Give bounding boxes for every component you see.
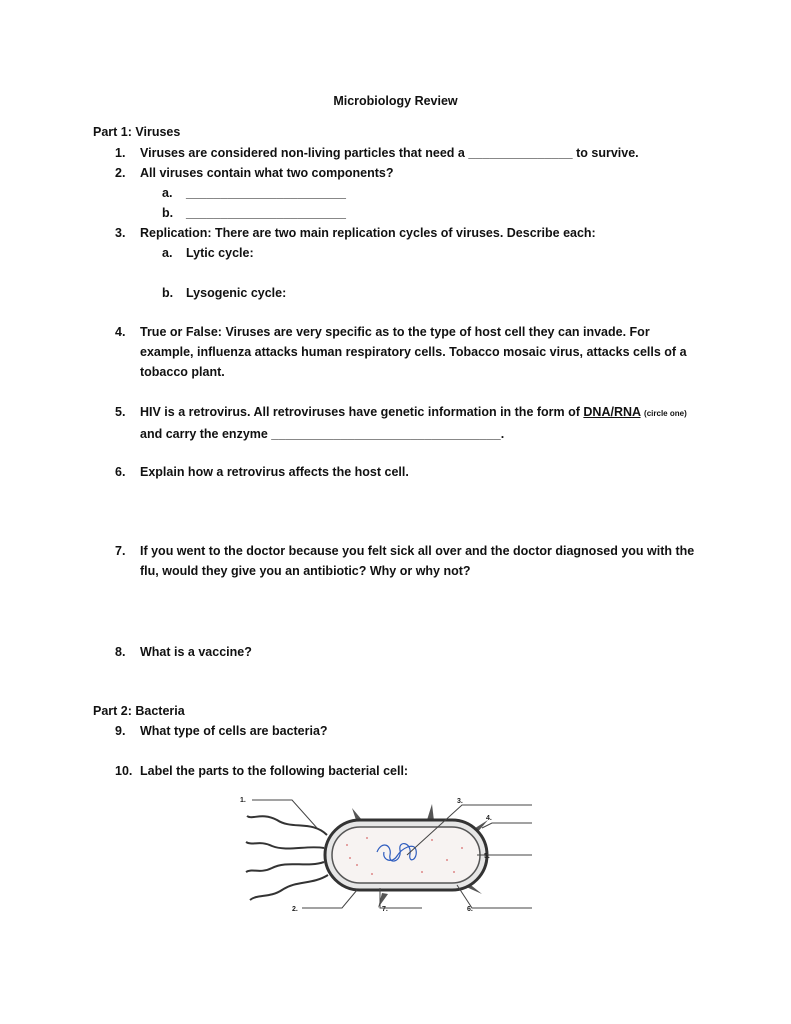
question-number: 9. xyxy=(115,724,126,738)
question-3a xyxy=(162,243,254,263)
sub-letter: b. xyxy=(162,286,174,300)
ribosome xyxy=(346,844,348,846)
ribosome xyxy=(371,873,373,875)
question-text xyxy=(140,402,715,444)
question-text: True or False: Viruses are very specific as to the type of host cell they can invade. For example, influenza attacks human respiratory cells. Tobacco mosaic virus, attacks cells of a tobacco plant. xyxy=(140,325,687,379)
ribosome xyxy=(431,839,433,841)
question-text: Replication: There are two main replication cycles of viruses. Describe each: xyxy=(140,226,596,240)
question-text: Label the parts to the following bacterial cell: xyxy=(140,764,409,778)
bacterial-cell-diagram xyxy=(232,790,532,920)
sub-letter: a. xyxy=(162,186,173,200)
diagram-label-4: 4. xyxy=(486,815,492,822)
question-number: 1. xyxy=(115,146,126,160)
question-number: 6. xyxy=(115,465,126,479)
leader-line xyxy=(302,890,357,908)
diagram-label-1: 1. xyxy=(240,797,246,804)
sub-text: Lysogenic cycle: xyxy=(186,286,287,300)
question-number: 7. xyxy=(115,544,126,558)
part2-heading: Part 2: Bacteria xyxy=(93,704,185,718)
diagram-label-3: 3. xyxy=(457,798,463,805)
flagellum xyxy=(250,875,328,900)
flagellum xyxy=(246,862,324,872)
question-2a xyxy=(162,183,346,203)
question-2b xyxy=(162,203,346,223)
part1-heading: Part 1: Viruses xyxy=(93,125,181,139)
ribosome xyxy=(349,857,351,859)
ribosome xyxy=(366,837,368,839)
diagram-label-7: 7. xyxy=(382,906,388,913)
question-text-after: and carry the enzyme _________________________________. xyxy=(140,427,505,441)
question-text: All viruses contain what two components? xyxy=(140,166,394,180)
question-text: Explain how a retrovirus affects the host cell. xyxy=(140,465,409,479)
ribosome xyxy=(461,847,463,849)
answer-blank: _______________________ xyxy=(186,206,346,220)
flagella xyxy=(246,816,328,900)
sub-letter: b. xyxy=(162,206,174,220)
question-number: 2. xyxy=(115,166,126,180)
question-number: 10. xyxy=(115,764,133,778)
sub-text: Lytic cycle: xyxy=(186,246,254,260)
sub-letter: a. xyxy=(162,246,173,260)
cell-membrane xyxy=(332,827,480,883)
ribosome xyxy=(446,859,448,861)
diagram-label-6: 6. xyxy=(467,906,473,913)
question-text-before: HIV is a retrovirus. All retroviruses have genetic information in the form of xyxy=(140,405,584,419)
flagellum xyxy=(246,842,324,849)
diagram-label-2: 2. xyxy=(292,906,298,913)
question-text: What is a vaccine? xyxy=(140,645,252,659)
ribosome xyxy=(453,871,455,873)
pilus xyxy=(427,804,434,821)
question-number: 3. xyxy=(115,226,126,240)
question-text: If you went to the doctor because you felt sick all over and the doctor diagnosed you with the flu, would they give you an antibiotic? Why or why not? xyxy=(140,544,695,578)
ribosome xyxy=(356,864,358,866)
question-number: 8. xyxy=(115,645,126,659)
leader-line xyxy=(482,823,532,828)
question-text: Viruses are considered non-living particles that need a _______________ to survive. xyxy=(140,146,639,160)
leader-line xyxy=(457,885,532,908)
question-number: 4. xyxy=(115,325,126,339)
question-text: What type of cells are bacteria? xyxy=(140,724,328,738)
diagram-label-5: 5. xyxy=(484,853,490,860)
page-title: Microbiology Review xyxy=(333,94,458,108)
dna-rna-choice[interactable]: DNA/RNA xyxy=(583,405,641,419)
answer-blank: _______________________ xyxy=(186,186,346,200)
question-number: 5. xyxy=(115,405,126,419)
circle-one-note: (circle one) xyxy=(644,409,687,418)
ribosome xyxy=(421,871,423,873)
question-3b xyxy=(162,283,286,303)
